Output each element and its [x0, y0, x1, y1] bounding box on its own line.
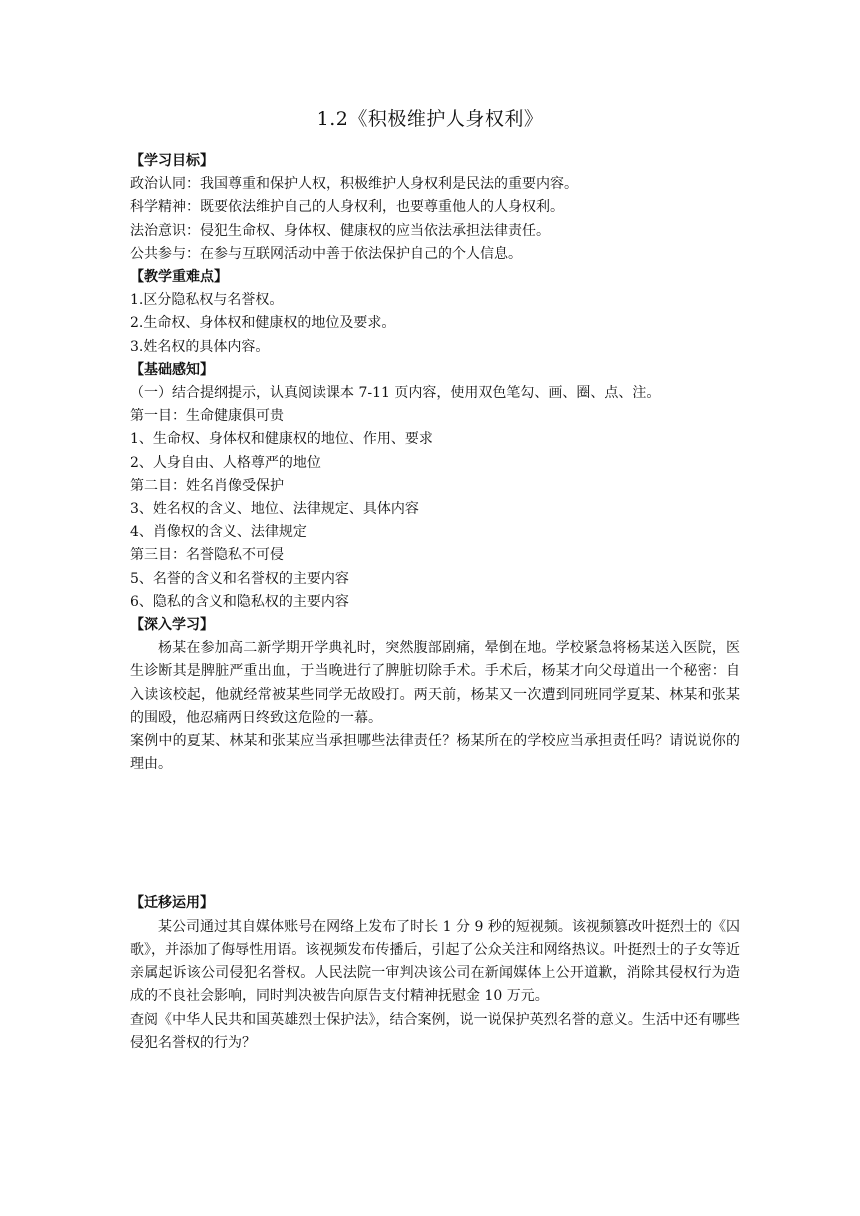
basics-item: 4、肖像权的含义、法律规定: [130, 524, 307, 541]
section-heading-transfer: 【迁移运用】: [130, 895, 214, 912]
key-point-item: 1.区分隐私权与名誉权。: [130, 292, 284, 309]
basics-item: 第二目：姓名肖像受保护: [130, 477, 284, 494]
document-body: [130, 150, 740, 1055]
section-heading-basics: 【基础感知】: [130, 361, 214, 378]
answer-space: [130, 776, 740, 892]
objective-item: 公共参与：在参与互联网活动中善于依法保护自己的个人信息。: [130, 245, 522, 262]
basics-item: 第一目：生命健康俱可贵: [130, 408, 284, 425]
basics-item: 5、名誉的含义和名誉权的主要内容: [130, 570, 349, 587]
page-title: 1.2《积极维护人身权利》: [316, 108, 544, 130]
key-point-item: 2.生命权、身体权和健康权的地位及要求。: [130, 315, 396, 332]
section-heading-deep-learning: 【深入学习】: [130, 617, 214, 634]
case-paragraph: 某公司通过其自媒体账号在网络上发布了时长 1 分 9 秒的短视频。该视频篡改叶挺烈士的《囚歌》，并添加了侮辱性用语。该视频发布传播后，引起了公众关注和网络热议。叶挺烈士的子女等近亲属起诉该公司侵犯名誉权。人民法院一审判决该公司在新闻媒体上公开道歉，消除其侵权行为造成的不良社会影响，同时判决被告向原告支付精神抚慰金 10 万元。: [130, 918, 740, 1005]
objective-item: 政治认同：我国尊重和保护人权，积极维护人身权利是民法的重要内容。: [130, 176, 578, 193]
key-point-item: 3.姓名权的具体内容。: [130, 338, 270, 355]
basics-item: （一）结合提纲提示，认真阅读课本 7-11 页内容，使用双色笔勾、画、圈、点、注。: [130, 385, 661, 402]
basics-item: 3、姓名权的含义、地位、法律规定、具体内容: [130, 501, 419, 518]
case-question: 案例中的夏某、林某和张某应当承担哪些法律责任？杨某所在的学校应当承担责任吗？请说说你的理由。: [130, 733, 740, 773]
section-heading-objectives: 【学习目标】: [130, 153, 214, 169]
basics-item: 第三目：名誉隐私不可侵: [130, 547, 284, 564]
objective-item: 科学精神：既要依法维护自己的人身权利，也要尊重他人的人身权利。: [130, 199, 564, 216]
objective-item: 法治意识：侵犯生命权、身体权、健康权的应当依法承担法律责任。: [130, 222, 550, 239]
case-paragraph: 杨某在参加高二新学期开学典礼时，突然腹部剧痛，晕倒在地。学校紧急将杨某送入医院，医生诊断其是脾脏严重出血，于当晚进行了脾脏切除手术。手术后，杨某才向父母道出一个秘密：自入读该校起，他就经常被某些同学无故殴打。两天前，杨某又一次遭到同班同学夏某、林某和张某的围殴，他忍痛两日终致这危险的一幕。: [130, 640, 740, 726]
case-question: 查阅《中华人民共和国英雄烈士保护法》，结合案例，说一说保护英烈名誉的意义。生活中还有哪些侵犯名誉权的行为？: [130, 1011, 740, 1051]
basics-item: 1、生命权、身体权和健康权的地位、作用、要求: [130, 431, 433, 448]
basics-item: 2、人身自由、人格尊严的地位: [130, 454, 321, 471]
basics-item: 6、隐私的含义和隐私权的主要内容: [130, 593, 349, 610]
section-heading-key-points: 【教学重难点】: [130, 269, 228, 286]
